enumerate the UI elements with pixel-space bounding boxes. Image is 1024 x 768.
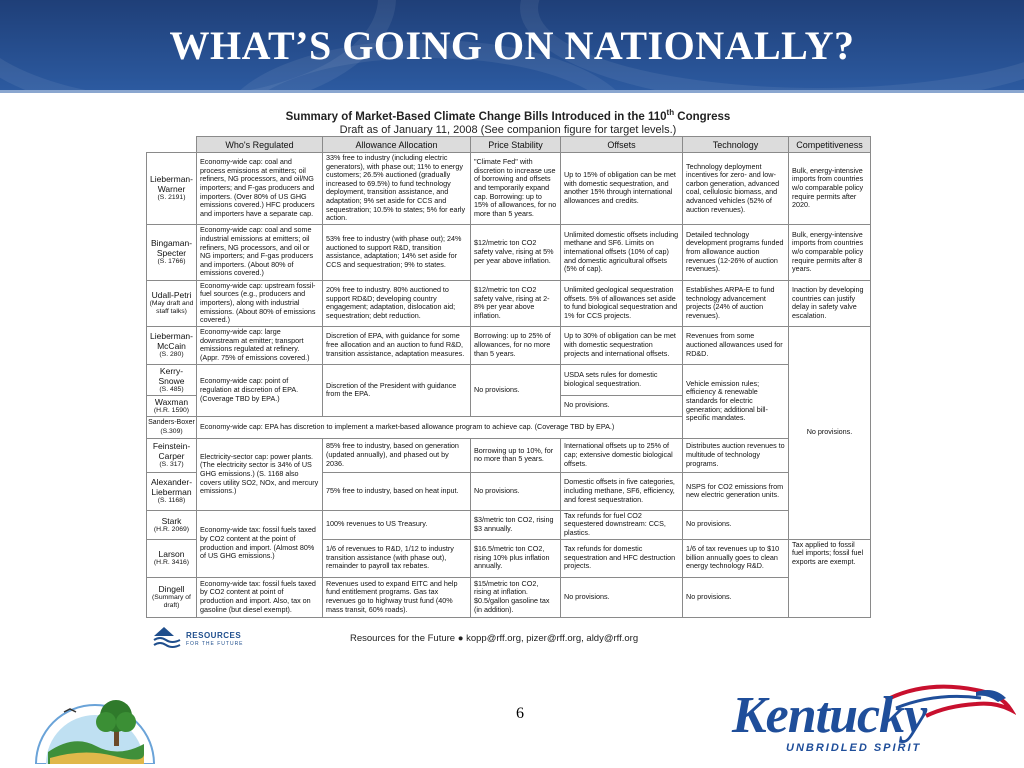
table-cell: 33% free to industry (including electric generators), with phase out; 11% to energy customers; 26.5% auctioned (gradually increased to 69.5%) to fund technology deployment, transition assistance, and adaptation; 9% set aside for CCS and sequestration; 10.5% to states; 5% for early action. [323, 153, 471, 225]
bill-name-cell: Feinstein-Carper (S. 317) [147, 438, 197, 472]
table-cell: Discretion of the President with guidance from the EPA. [323, 364, 471, 416]
table-cell: Unlimited domestic offsets including methane and SF6. Limits on international offsets (10% of cap) and domestic agricultural offsets (5% of cap). [561, 224, 683, 280]
document-header [146, 106, 870, 139]
banner-divider [0, 90, 1024, 93]
table-cell: Up to 30% of obligation can be met with domestic sequestration projects and international offsets. [561, 326, 683, 364]
bill-name-cell: Larson (H.R. 3416) [147, 539, 197, 577]
table-cell: Economy-wide cap: large downstream at emitter; transport emissions regulated at refinery. (Appr. 75% of emissions covered.) [197, 326, 323, 364]
table-cell: Technology deployment incentives for zero- and low-carbon generation, advanced coal, cellulosic biomass, and advanced vehicles (52% of auction revenues). [683, 153, 789, 225]
header-cell: Offsets [561, 137, 683, 153]
table-cell: No provisions. [561, 577, 683, 617]
landscape-seal-icon [34, 672, 156, 764]
bills-table [146, 136, 871, 618]
document-title: Summary of Market-Based Climate Change Bills Introduced in the 110th Congress [285, 108, 731, 123]
table-row [147, 510, 871, 539]
table-cell: Economy-wide cap: coal and some industrial emissions at emitters; oil refiners, NG processors, and oil or NG importers; and F-gas producers and importers. (About 80% of emissions covered.) [197, 224, 323, 280]
document-subtitle: Draft as of January 11, 2008 (See companion figure for target levels.) [339, 123, 677, 136]
table-row [147, 326, 871, 364]
table-cell: Tax refunds for domestic sequestration and HFC destruction projects. [561, 539, 683, 577]
table-cell: Economy-wide tax: fossil fuels taxed by CO2 content at the point of production and import. (Almost 80% of US GHG emissions.) [197, 510, 323, 577]
table-row [147, 280, 871, 326]
header-cell: Who's Regulated [197, 137, 323, 153]
rff-org-name: RESOURCES [186, 631, 242, 640]
table-cell: Inaction by developing countries can justify delay in safety valve escalation. [789, 280, 871, 326]
table-row [147, 577, 871, 617]
bill-name-cell: Bingaman-Specter (S. 1766) [147, 224, 197, 280]
table-cell: Revenues used to expand EITC and help fund entitlement programs. Gas tax revenues go to highway trust fund (40% mass transit, 60% roads). [323, 577, 471, 617]
table-cell: USDA sets rules for domestic biological sequestration. [561, 364, 683, 395]
table-cell: $12/metric ton CO2 safety valve, rising at 5% per year above inflation. [471, 224, 561, 280]
table-cell: $3/metric ton CO2, rising $3 annually. [471, 510, 561, 539]
table-cell: 85% free to industry, based on generation (updated annually), and phased out by 2036. [323, 438, 471, 472]
table-cell: Borrowing up to 10%, for no more than 5 years. [471, 438, 561, 472]
table-cell: NSPS for CO2 emissions from new electric generation units. [683, 472, 789, 510]
table-cell: 20% free to industry. 80% auctioned to support RD&D; developing country engagement; adaptation, dislocation aid; sequestration; debt reduction. [323, 280, 471, 326]
table-cell: Establishes ARPA-E to fund technology advancement projects (24% of auction revenues). [683, 280, 789, 326]
table-cell: 100% revenues to US Treasury. [323, 510, 471, 539]
table-cell: $12/metric ton CO2 safety valve, rising at 2-8% per year above inflation. [471, 280, 561, 326]
table-cell: Borrowing: up to 25% of allowances, for no more than 5 years. [471, 326, 561, 364]
bill-name-cell: Alexander-Lieberman (S. 1168) [147, 472, 197, 510]
table-cell: Domestic offsets in five categories, including methane, SF6, efficiency, and forest sequestration. [561, 472, 683, 510]
table-cell: Unlimited geological sequestration offsets. 5% of allowances set aside to fund biological sequestration and 1% for CCS projects. [561, 280, 683, 326]
header-cell: Allowance Allocation [323, 137, 471, 153]
kentucky-wordmark: Kentucky [732, 687, 927, 744]
kentucky-tagline: UNBRIDLED SPIRIT [786, 742, 922, 754]
bill-name-cell: Stark (H.R. 2069) [147, 510, 197, 539]
table-cell: $15/metric ton CO2, rising at inflation. $0.5/gallon gasoline tax (in addition). [471, 577, 561, 617]
table-cell: Economy-wide tax: fossil fuels taxed by CO2 content at point of production and import. Also, tax on gasoline (but diesel exempt). [197, 577, 323, 617]
table-cell: Tax applied to fossil fuel imports; fossil fuel exports are exempt. [789, 539, 871, 617]
bill-name-cell: Dingell (Summary of draft) [147, 577, 197, 617]
bill-name-cell: Udall-Petri (May draft and staff talks) [147, 280, 197, 326]
table-cell: 53% free to industry (with phase out); 24% auctioned to support R&D, transition assistance, adaptation; 14% set aside for CCS and sequestration; 9% to states. [323, 224, 471, 280]
table-cell: No provisions. [471, 472, 561, 510]
table-cell: Bulk, energy-intensive imports from countries w/o comparable policy require permits after 2020. [789, 153, 871, 225]
header-bill-blank [147, 137, 197, 153]
table-row [147, 438, 871, 472]
table-cell: Tax refunds for fuel CO2 sequestered downstream: CCS, plastics. [561, 510, 683, 539]
table-cell: Revenues from some auctioned allowances used for RD&D. [683, 326, 789, 364]
table-cell: No provisions. [683, 577, 789, 617]
bill-name-cell: Waxman (H.R. 1590) [147, 395, 197, 416]
table-cell: Economy-wide cap: coal and process emissions at emitters; oil refiners, NG processors, and oil/NG importers; and F-gas producers and importers. (Over 80% of US GHG emissions covered.) HFC producers and importers have a separate cap. [197, 153, 323, 225]
header-cell: Technology [683, 137, 789, 153]
table-cell: International offsets up to 25% of cap; extensive domestic biological offsets. [561, 438, 683, 472]
table-cell: $16.5/metric ton CO2, rising 10% plus inflation annually. [471, 539, 561, 577]
table-cell: Up to 15% of obligation can be met with domestic sequestration, and another 15% through international allowances and credits. [561, 153, 683, 225]
contact-line: Resources for the Future ● kopp@rff.org, pizer@rff.org, aldy@rff.org [350, 633, 639, 644]
slide-title: WHAT’S GOING ON NATIONALLY? [169, 23, 855, 68]
bill-name-cell: Sanders-Boxer (S.309) [147, 416, 197, 438]
table-cell: 1/6 of tax revenues up to $10 billion annually goes to clean energy technology R&D. [683, 539, 789, 577]
page-number: 6 [516, 705, 524, 722]
table-cell: 75% free to industry, based on heat input. [323, 472, 471, 510]
table-cell: No provisions. [683, 510, 789, 539]
table-row [147, 364, 871, 395]
bill-name-cell: Kerry-Snowe (S. 485) [147, 364, 197, 395]
rff-org-sub: FOR THE FUTURE [186, 641, 244, 647]
table-cell: No provisions. [789, 326, 871, 539]
table-cell: Distributes auction revenues to multitude of technology programs. [683, 438, 789, 472]
table-cell: Detailed technology development programs funded from allowance auction revenues (12-26% of auction revenues). [683, 224, 789, 280]
header-cell: Price Stability [471, 137, 561, 153]
table-cell: No provisions. [561, 395, 683, 416]
table-cell: Vehicle emission rules; efficiency & renewable standards for electric generation; additional bill-specific mandates. [683, 364, 789, 438]
header-cell: Competitiveness [789, 137, 871, 153]
table-cell: Economy-wide cap: EPA has discretion to implement a market-based allowance program to achieve cap. (Coverage TBD by EPA.) [197, 416, 683, 438]
table-cell: No provisions. [471, 364, 561, 416]
table-cell: Economy-wide cap: point of regulation at discretion of EPA. (Coverage TBD by EPA.) [197, 364, 323, 416]
title-banner [0, 0, 1024, 90]
table-cell: Discretion of EPA, with guidance for some free allocation and an auction to fund R&D, transition assistance, adaptation measures. [323, 326, 471, 364]
table-cell: Economy-wide cap: upstream fossil-fuel sources (e.g., producers and importers), along with industrial emissions. (About 80% of emissions covered.) [197, 280, 323, 326]
table-header-row [147, 137, 871, 153]
bill-name-cell: Lieberman-McCain (S. 280) [147, 326, 197, 364]
table-cell: Bulk, energy-intensive imports from countries w/o comparable policy require permits after 8 years. [789, 224, 871, 280]
bill-name-cell: Lieberman-Warner (S. 2191) [147, 153, 197, 225]
table-row [147, 224, 871, 280]
table-cell: 1/6 of revenues to R&D, 1/12 to industry transition assistance (with phase out), remainder to payroll tax rebates. [323, 539, 471, 577]
table-cell: "Climate Fed" with discretion to increase use of borrowing and offsets and temporarily expand cap. Borrowing: up to 15% of allowances, for no more than 5 years. [471, 153, 561, 225]
table-row [147, 153, 871, 225]
table-cell: Electricity-sector cap: power plants. (The electricity sector is 34% of US GHG emissions.) (S. 1168 also covers utility SO2, NOx, and mercury emissions.) [197, 438, 323, 510]
